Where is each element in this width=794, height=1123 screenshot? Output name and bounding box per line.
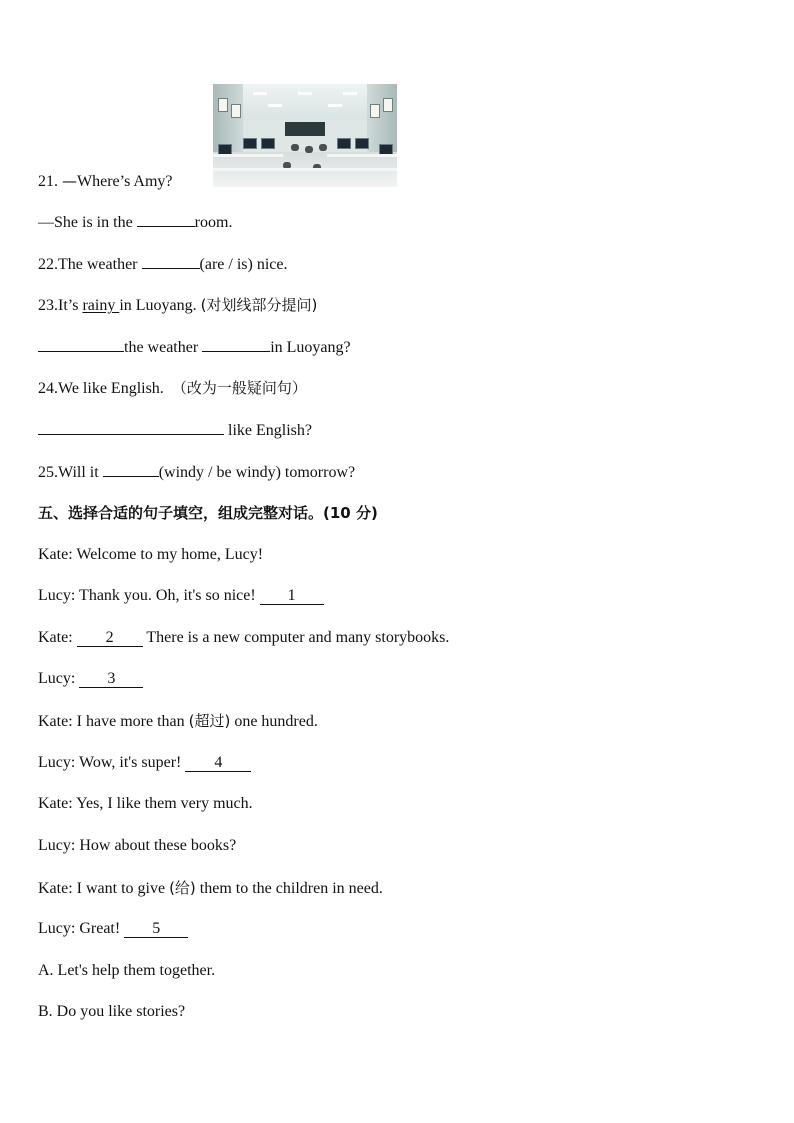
dialogue-line: Kate: I have more than (超过) one hundred. <box>38 712 318 730</box>
option-b: B. Do you like stories? <box>38 1003 186 1020</box>
numbered-blank[interactable]: 2 <box>77 630 143 647</box>
answer-blank[interactable] <box>38 420 224 435</box>
numbered-blank[interactable]: 1 <box>260 588 324 605</box>
numbered-blank[interactable]: 4 <box>185 755 251 772</box>
question-24-answer: like English? <box>38 420 312 441</box>
answer-blank[interactable] <box>38 337 124 352</box>
numbered-blank[interactable]: 3 <box>79 671 143 688</box>
numbered-blank[interactable]: 5 <box>124 921 188 938</box>
question-21-answer: —She is in the room. <box>38 214 233 231</box>
question-22: 22.The weather (are / is) nice. <box>38 256 288 273</box>
question-25: 25.Will it (windy / be windy) tomorrow? <box>38 464 356 481</box>
option-a: A. Let's help them together. <box>38 962 216 979</box>
question-23: 23.It’s rainy in Luoyang. (对划线部分提问) <box>38 296 318 314</box>
question-24: 24.We like English. （改为一般疑问句） <box>38 379 307 397</box>
section-5-heading: 五、选择合适的句子填空，组成完整对话。(10 分) <box>38 504 378 522</box>
classroom-photo <box>213 84 397 187</box>
dialogue-line: Lucy: Wow, it's super! 4 <box>38 753 251 773</box>
answer-blank[interactable] <box>103 462 159 477</box>
dialogue-line: Lucy: Thank you. Oh, it's so nice! 1 <box>38 586 324 606</box>
dialogue-line: Kate: Welcome to my home, Lucy! <box>38 546 264 563</box>
dialogue-line: Kate: 2 There is a new computer and many storybooks. <box>38 629 450 646</box>
question-21: 21. —Where’s Amy? <box>38 172 173 190</box>
dialogue-line: Kate: Yes, I like them very much. <box>38 795 253 812</box>
dialogue-line: Lucy: 3 <box>38 669 143 689</box>
answer-blank[interactable] <box>142 254 200 269</box>
answer-blank[interactable] <box>137 212 195 227</box>
answer-blank[interactable] <box>202 337 270 352</box>
dialogue-line: Lucy: Great! 5 <box>38 919 188 939</box>
dialogue-line: Lucy: How about these books? <box>38 837 237 854</box>
dialogue-line: Kate: I want to give (给) them to the children in need. <box>38 879 383 897</box>
question-23-answer: the weather in Luoyang? <box>38 337 351 358</box>
